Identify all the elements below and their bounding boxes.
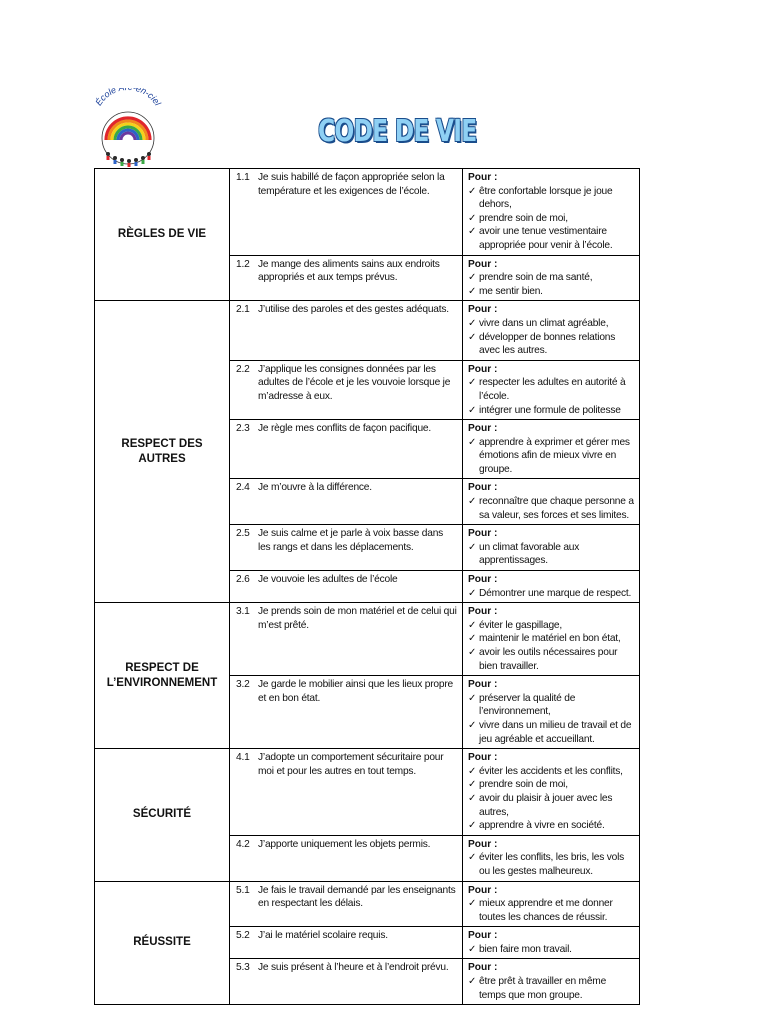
category-label: RÉUSSITE <box>133 936 191 949</box>
goal-item <box>468 436 635 477</box>
rule-row <box>95 301 640 360</box>
rule-number: 5.2 <box>236 930 250 942</box>
goal-text: être confortable lorsque je joue dehors, <box>479 185 613 211</box>
rule-text: Je fais le travail demandé par les enseignants en respectant les délais. <box>258 884 456 910</box>
rule-text: Je prends soin de mon matériel et de celui qui m’est prêté. <box>258 606 457 631</box>
pour-label: Pour : <box>468 258 498 270</box>
rule-row <box>95 603 640 676</box>
pour-label: Pour : <box>468 838 498 850</box>
rule-number: 2.6 <box>236 574 250 586</box>
checkmark-icon: ✓ <box>468 647 477 658</box>
pour-label: Pour : <box>468 172 498 183</box>
goal-text: prendre soin de ma santé, <box>479 272 593 284</box>
goal-text: vivre dans un milieu de travail et de jeu agréable et accueillant. <box>479 719 632 745</box>
rule-row <box>95 749 640 836</box>
rule-cell <box>230 927 463 959</box>
goal-item <box>468 943 635 957</box>
rule-number: 2.3 <box>236 423 250 435</box>
logo-text: École en-ciel <box>93 88 163 108</box>
pour-label: Pour : <box>468 752 498 764</box>
checkmark-icon: ✓ <box>468 619 477 631</box>
category-cell <box>95 169 230 301</box>
goal-item <box>468 897 635 924</box>
goal-cell <box>463 525 640 571</box>
goal-text: reconnaître que chaque personne a sa valeur, ses forces et ses limites. <box>479 496 634 521</box>
code-table-body <box>95 169 640 1005</box>
category-label: RESPECT DES <box>121 437 203 450</box>
goal-text: être prêt à travailler en même temps que mon groupe. <box>479 976 607 1001</box>
goal-text: apprendre à vivre en société. <box>479 820 605 832</box>
goal-cell <box>463 835 640 881</box>
goal-text: éviter les conflits, les bris, les vols ou les gestes malheureux. <box>479 852 625 877</box>
checkmark-icon: ✓ <box>468 185 477 197</box>
checkmark-icon: ✓ <box>468 226 477 238</box>
goal-text: avoir une tenue vestimentaire appropriée pour venir à l’école. <box>479 226 613 251</box>
school-logo <box>88 88 168 172</box>
rule-text: Je garde le mobilier ainsi que les lieux propre et en bon état. <box>258 679 454 704</box>
pour-label: Pour : <box>468 363 498 375</box>
rule-text: Je suis habillé de façon appropriée selon la température et les exigences de l’école. <box>258 172 445 197</box>
goal-text: éviter les accidents et les conflits, <box>479 765 623 777</box>
checkmark-icon: ✓ <box>468 404 477 416</box>
goal-item <box>468 587 635 601</box>
checkmark-icon: ✓ <box>468 976 477 988</box>
rule-cell <box>230 169 463 256</box>
checkmark-icon: ✓ <box>468 852 477 864</box>
goal-text: maintenir le matériel en bon état, <box>479 633 621 645</box>
checkmark-icon: ✓ <box>468 496 477 508</box>
rule-number: 5.3 <box>236 962 250 974</box>
goal-text: prendre soin de moi, <box>479 212 568 224</box>
goal-item <box>468 285 635 299</box>
rule-cell <box>230 571 463 603</box>
checkmark-icon: ✓ <box>468 719 477 731</box>
checkmark-icon: ✓ <box>468 692 477 704</box>
pour-label: Pour : <box>468 574 498 586</box>
goal-text: Démontrer une marque de respect. <box>479 587 632 599</box>
rule-number: 2.2 <box>236 363 250 375</box>
goal-cell <box>463 301 640 360</box>
category-cell <box>95 301 230 603</box>
rule-text: J’adopte un comportement sécuritaire pour moi et pour les autres en tout temps. <box>258 752 444 777</box>
goal-cell <box>463 749 640 836</box>
rule-number: 1.1 <box>236 172 250 183</box>
rule-text: Je m’ouvre à la différence. <box>258 482 372 494</box>
checkmark-icon: ✓ <box>468 898 477 910</box>
pour-label: Pour : <box>468 528 498 540</box>
rule-cell <box>230 881 463 927</box>
rule-cell <box>230 479 463 525</box>
goal-text: éviter le gaspillage, <box>479 619 563 631</box>
goal-text: intégrer une formule de politesse <box>479 404 621 416</box>
goal-text: mieux apprendre et me donner toutes les chances de réussir. <box>479 898 613 923</box>
checkmark-icon: ✓ <box>468 587 477 599</box>
rule-cell <box>230 255 463 301</box>
goal-item <box>468 541 635 568</box>
checkmark-icon: ✓ <box>468 633 477 645</box>
goal-item <box>468 975 635 1002</box>
goal-item <box>468 404 635 418</box>
goal-cell <box>463 360 640 419</box>
pour-label: Pour : <box>468 930 498 942</box>
goal-cell <box>463 479 640 525</box>
goal-item <box>468 632 635 646</box>
goal-item <box>468 271 635 285</box>
goal-text: avoir du plaisir à jouer avec les autres, <box>479 792 613 818</box>
goal-text: apprendre à exprimer et gérer mes émotions afin de mieux vivre en groupe. <box>479 436 630 475</box>
checkmark-icon: ✓ <box>468 377 477 389</box>
rule-text: Je vouvoie les adultes de l’école <box>258 574 398 586</box>
pour-label: Pour : <box>468 423 498 435</box>
goal-cell <box>463 959 640 1005</box>
checkmark-icon: ✓ <box>468 541 477 553</box>
goal-text: respecter les adultes en autorité à l’école. <box>479 377 626 402</box>
pour-label: Pour : <box>468 482 498 494</box>
checkmark-icon: ✓ <box>468 779 477 791</box>
category-label: SÉCURITÉ <box>132 808 192 821</box>
rule-text: J’utilise des paroles et des gestes adéquats. <box>258 304 449 316</box>
goal-cell <box>463 420 640 479</box>
goal-item <box>468 719 635 746</box>
category-label: RESPECT DE <box>125 661 199 674</box>
rule-cell <box>230 959 463 1005</box>
rule-number: 4.1 <box>236 752 250 764</box>
rule-text: Je règle mes conflits de façon pacifique. <box>258 423 432 435</box>
goal-text: bien faire mon travail. <box>479 943 572 955</box>
rule-cell <box>230 525 463 571</box>
rule-number: 5.1 <box>236 884 250 896</box>
category-cell <box>95 749 230 881</box>
goal-cell <box>463 169 640 256</box>
checkmark-icon: ✓ <box>468 285 477 297</box>
goal-text: avoir les outils nécessaires pour bien travailler. <box>479 647 618 672</box>
goal-item <box>468 646 635 673</box>
goal-cell <box>463 603 640 676</box>
rule-text: J’applique les consignes données par les adultes de l’école et je les vouvoie lorsque je m’adresse à eux. <box>258 363 451 402</box>
goal-item <box>468 792 635 819</box>
rule-cell <box>230 420 463 479</box>
rule-cell <box>230 749 463 836</box>
goal-item <box>468 376 635 403</box>
goal-text: vivre dans un climat agréable, <box>479 317 609 329</box>
goal-item <box>468 851 635 878</box>
rule-cell <box>230 835 463 881</box>
checkmark-icon: ✓ <box>468 212 477 224</box>
goal-text: développer de bonnes relations avec les autres. <box>479 331 616 357</box>
goal-item <box>468 331 635 358</box>
category-label: RÈGLES DE VIE <box>117 228 207 241</box>
category-cell <box>95 603 230 749</box>
category-label: AUTRES <box>138 452 186 465</box>
rule-number: 2.5 <box>236 528 250 540</box>
rule-text: J’apporte uniquement les objets permis. <box>258 838 431 850</box>
goal-item <box>468 692 635 719</box>
checkmark-icon: ✓ <box>468 436 477 448</box>
goal-text: prendre soin de moi, <box>479 779 568 791</box>
rule-text: Je suis calme et je parle à voix basse dans les rangs et dans les déplacements. <box>258 528 444 553</box>
goal-item <box>468 212 635 226</box>
rule-number: 3.1 <box>236 606 250 618</box>
checkmark-icon: ✓ <box>468 331 477 343</box>
rule-text: Je suis présent à l’heure et à l’endroit prévu. <box>258 962 449 974</box>
pour-label: Pour : <box>468 304 498 316</box>
rule-row <box>95 169 640 256</box>
rule-text: J’ai le matériel scolaire requis. <box>258 930 388 942</box>
rule-number: 2.1 <box>236 304 250 316</box>
goal-item <box>468 778 635 792</box>
checkmark-icon: ✓ <box>468 765 477 777</box>
goal-item <box>468 185 635 212</box>
rule-number: 3.2 <box>236 679 250 691</box>
pour-label: Pour : <box>468 962 498 974</box>
pour-label: Pour : <box>468 884 498 896</box>
goal-cell <box>463 255 640 301</box>
checkmark-icon: ✓ <box>468 792 477 804</box>
goal-text: me sentir bien. <box>479 285 543 297</box>
rule-row <box>95 881 640 927</box>
pour-label: Pour : <box>468 606 498 618</box>
checkmark-icon: ✓ <box>468 272 477 284</box>
checkmark-icon: ✓ <box>468 317 477 329</box>
checkmark-icon: ✓ <box>468 820 477 832</box>
rule-cell <box>230 360 463 419</box>
goal-cell <box>463 881 640 927</box>
rule-number: 4.2 <box>236 838 250 850</box>
rule-number: 2.4 <box>236 482 250 494</box>
rule-text: Je mange des aliments sains aux endroits appropriés et aux temps prévus. <box>258 258 440 284</box>
checkmark-icon: ✓ <box>468 943 477 955</box>
goal-item <box>468 765 635 779</box>
goal-cell <box>463 676 640 749</box>
goal-text: un climat favorable aux apprentissages. <box>479 541 580 567</box>
category-label: L’ENVIRONNEMENT <box>106 676 218 689</box>
goal-item <box>468 225 635 252</box>
page-title: CODE DE VIE <box>318 114 477 149</box>
rule-cell <box>230 676 463 749</box>
goal-cell <box>463 927 640 959</box>
goal-cell <box>463 571 640 603</box>
rule-cell <box>230 603 463 676</box>
goal-item <box>468 317 635 331</box>
rule-number: 1.2 <box>236 258 250 270</box>
goal-item <box>468 819 635 833</box>
pour-label: Pour : <box>468 679 498 691</box>
goal-item <box>468 619 635 633</box>
code-de-vie-table <box>94 168 640 1005</box>
rule-cell <box>230 301 463 360</box>
category-cell <box>95 881 230 1005</box>
goal-item <box>468 495 635 522</box>
goal-text: préserver la qualité de l’environnement, <box>479 692 576 718</box>
